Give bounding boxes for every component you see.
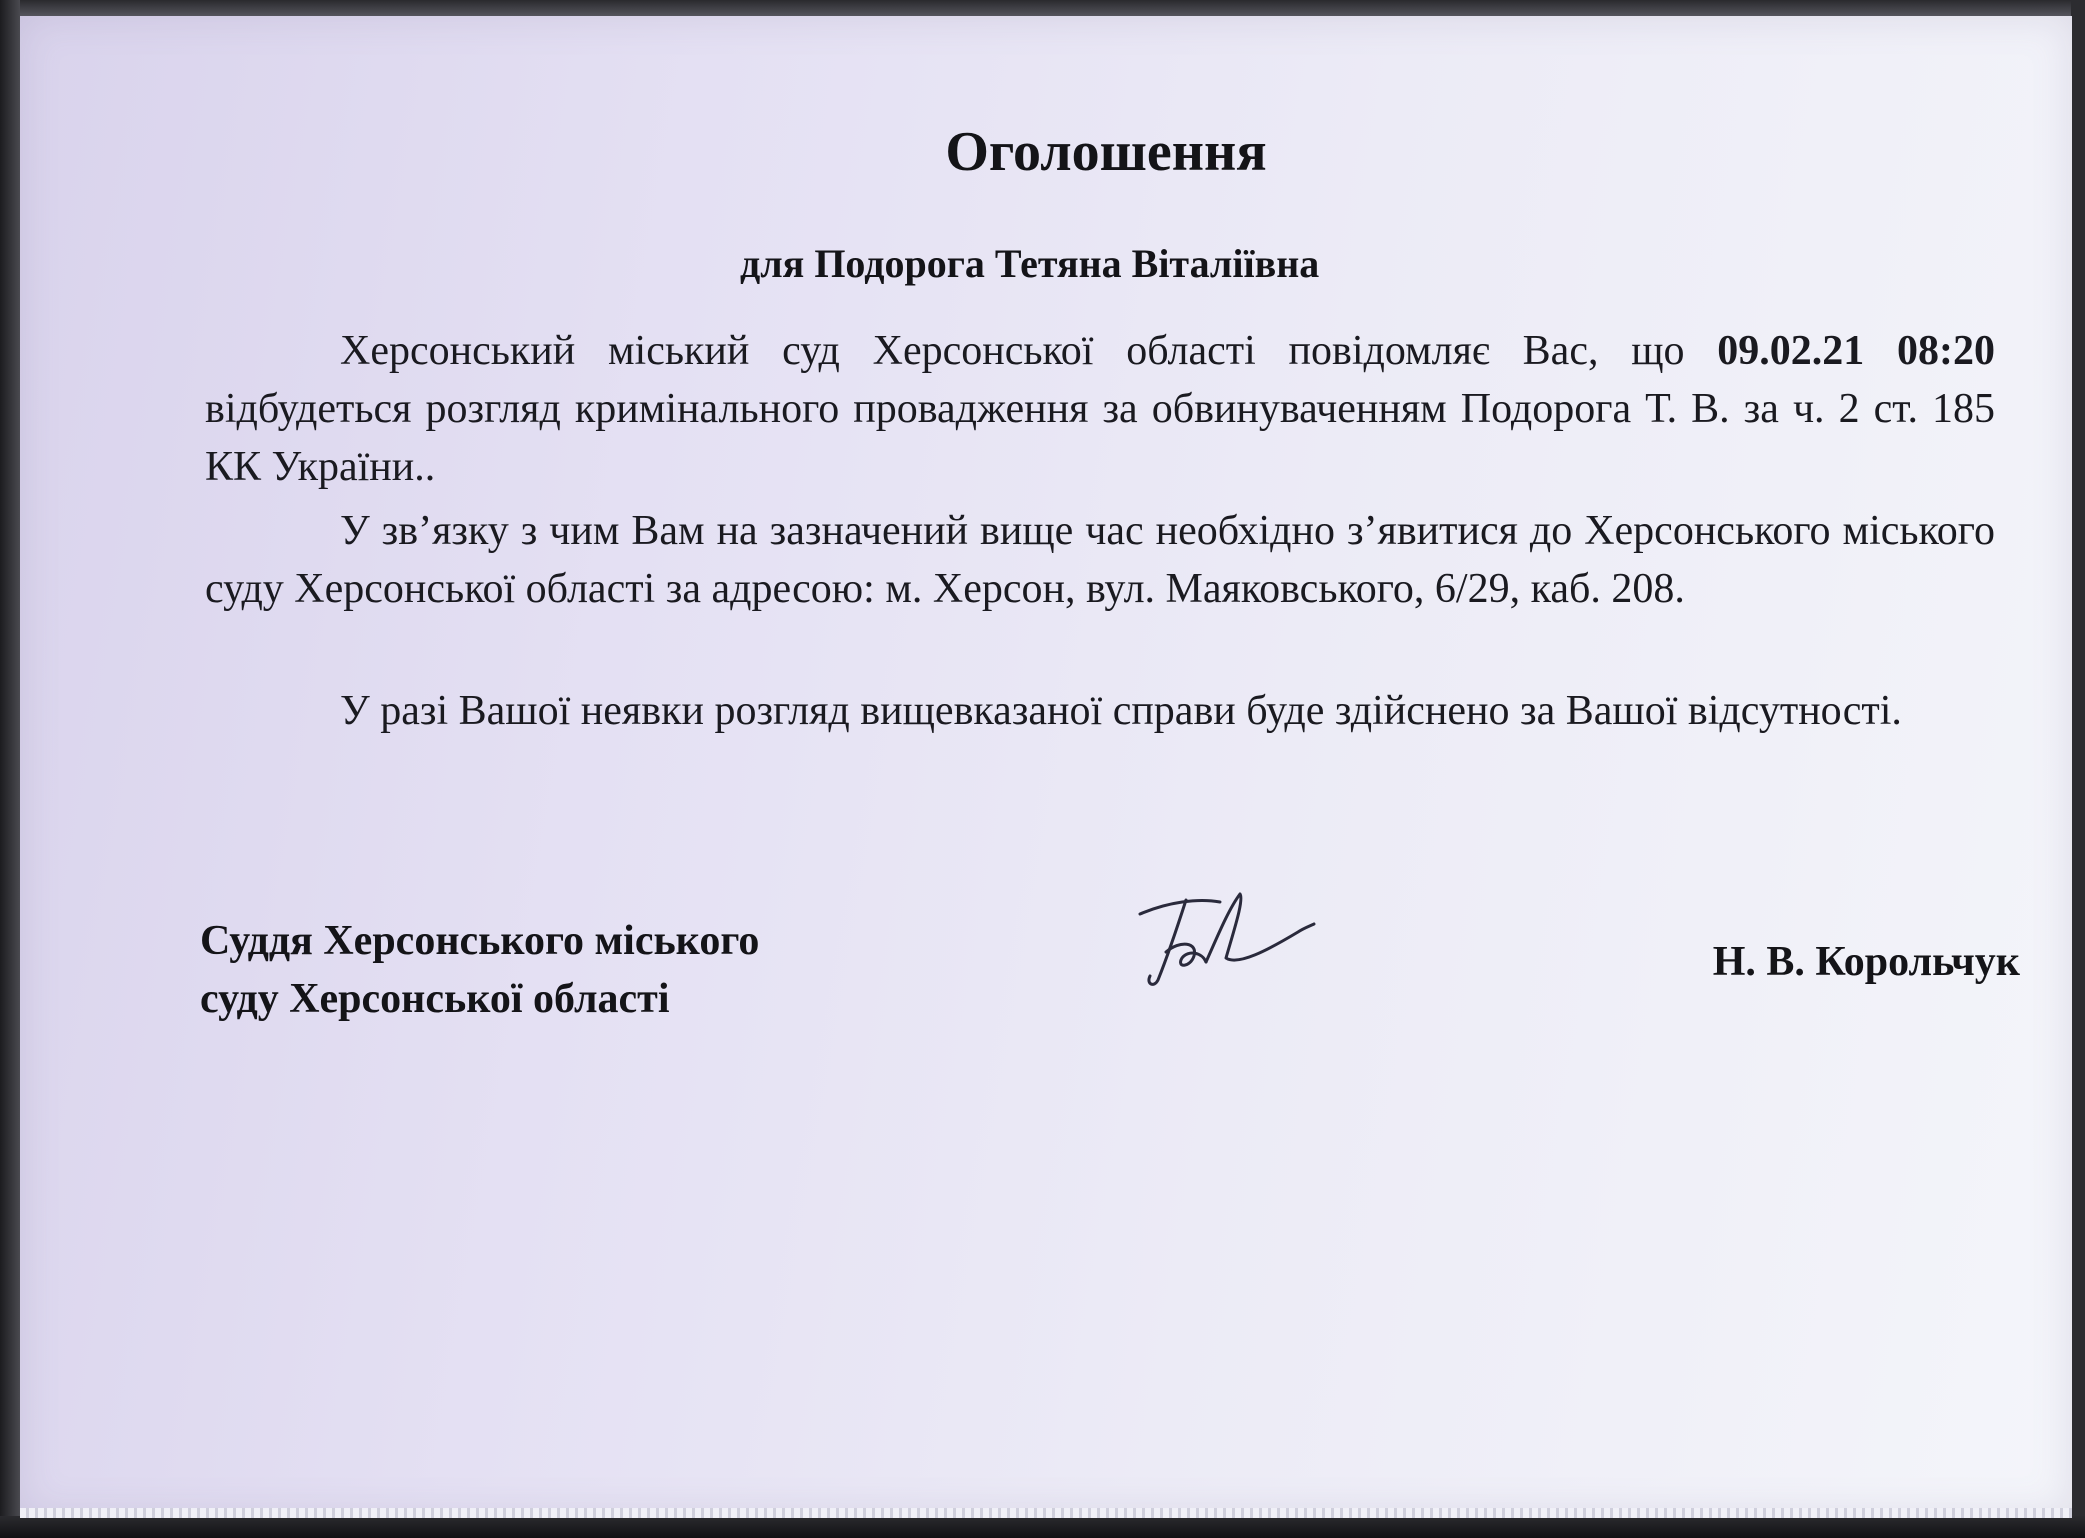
paragraph-absence-warning: У разі Вашої неявки розгляд вищевказаної справи буде здійснено за Вашої відсутності.: [340, 688, 1902, 734]
paragraph-1-text-b: відбудеться розгляд кримінального провадження за обвинуваченням Подорога Т. В. за ч. 2 ст. 185 КК України..: [205, 386, 1995, 490]
signature-stroke-2: [1149, 900, 1186, 984]
signer-position: [200, 912, 920, 1028]
paper-torn-edge: [20, 1508, 2072, 1518]
signer-name: Н. В. Корольчук: [1712, 939, 2020, 985]
paragraph-appearance-address: У зв’язку з чим Вам на зазначений вище час необхідно з’явитися до Херсонського міського суду Херсонської області за адресою: м. Херсон, вул. Маяковського, 6/29, каб. 208.: [205, 508, 1995, 612]
background-right-edge: [2071, 0, 2085, 1538]
signer-position-line-1: Суддя Херсонського міського: [200, 918, 760, 964]
paragraph-hearing-notice: [205, 322, 1995, 496]
signature-stroke-3: [1166, 944, 1206, 965]
hearing-date-time: 09.02.21 08:20: [1717, 328, 1995, 374]
document-subtitle: для Подорога Тетяна Віталіївна: [740, 241, 1320, 286]
background-left-edge: [0, 0, 20, 1538]
paragraph-1-text-a: Херсонський міський суд Херсонської області повідомляє Вас, що: [340, 328, 1718, 374]
signature-stroke-4: [1206, 894, 1314, 962]
background-bottom-edge: [0, 1516, 2085, 1538]
handwritten-signature: [1128, 880, 1328, 1000]
signature-stroke-1: [1140, 901, 1220, 915]
document-title: Оголошення: [945, 121, 1267, 183]
signer-position-line-2: суду Херсонської області: [200, 976, 670, 1022]
